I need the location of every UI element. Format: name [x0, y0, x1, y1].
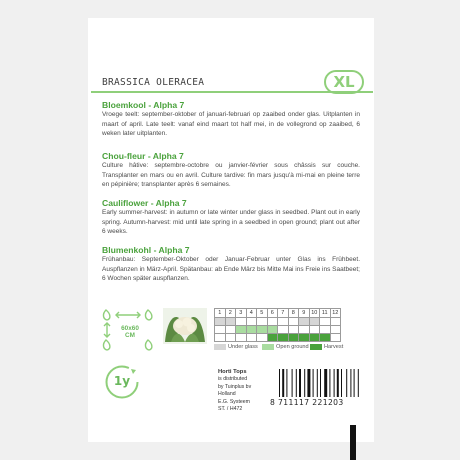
calendar-cell	[225, 326, 236, 334]
species-name: BRASSICA OLERACEA	[102, 77, 205, 88]
barcode-bar	[296, 369, 297, 397]
calendar-cell	[330, 326, 341, 334]
calendar-cell	[309, 318, 320, 326]
calendar-cell	[288, 318, 299, 326]
month-cell: 9	[299, 309, 310, 318]
barcode-bar	[286, 369, 287, 397]
calendar-month-row	[215, 309, 341, 318]
section-body: Culture hâtive: septembre-octobre ou janvier-février sous châssis sur couche. Transplanter en mars ou en avril. Culture tardive: fin mars jusqu'à mi-mai en pleine terre en pépinière; transplanter après 6 semaines.	[102, 162, 360, 189]
sowing-calendar	[214, 308, 341, 342]
barcode-number: 8 711117 221203	[270, 398, 344, 407]
calendar-cell	[278, 318, 289, 326]
month-cell: 10	[309, 309, 320, 318]
section-body: Vroege teelt: september-oktober of januari-februari op zaaibed onder glas. Uitplanten in maart of april. Late teelt: vanaf eind maart tot half mei, in de vollegrond op zaaibed, 6 weken later uitplanten.	[102, 111, 360, 138]
calendar-row-open-ground	[215, 326, 341, 334]
month-cell: 12	[330, 309, 341, 318]
month-cell: 11	[320, 309, 331, 318]
calendar-cell	[309, 326, 320, 334]
company-name: Horti Tops	[218, 369, 247, 375]
calendar-cell	[236, 334, 247, 342]
barcode-bar	[346, 369, 347, 397]
legend-open-ground: Open ground	[276, 344, 309, 350]
month-cell: 5	[257, 309, 268, 318]
barcode-bar	[304, 369, 305, 397]
calendar-cell	[225, 334, 236, 342]
calendar-cell	[299, 326, 310, 334]
section-english	[102, 198, 360, 237]
calendar-cell	[215, 326, 226, 334]
barcode-bar	[350, 369, 351, 397]
barcode-bar	[299, 369, 301, 397]
calendar-cell	[288, 334, 299, 342]
section-title: Blumenkohl - Alpha 7	[102, 245, 190, 255]
barcode-bar	[341, 369, 342, 397]
legend-harvest: Harvest	[324, 344, 344, 350]
section-german	[102, 245, 360, 284]
calendar-cell	[309, 334, 320, 342]
calendar-cell	[278, 334, 289, 342]
section-body: Frühanbau: September-Oktober oder Januar-Februar unter Glas ins Frühbeet. Auspflanzen in März-April. Spätanbau: ab Ende März bis Mitte Mai ins Freie ins Saatbeet; 6 Wochen später auspflanzen.	[102, 256, 360, 283]
month-cell: 2	[225, 309, 236, 318]
company-line: Holland	[218, 391, 236, 398]
calendar-cell	[330, 334, 341, 342]
company-info	[218, 369, 251, 413]
month-cell: 7	[278, 309, 289, 318]
barcode-bar	[292, 369, 293, 397]
section-french	[102, 151, 360, 190]
calendar-cell	[257, 318, 268, 326]
barcode-bar	[329, 369, 330, 397]
section-title: Cauliflower - Alpha 7	[102, 198, 187, 208]
legend-swatch-open-ground	[262, 344, 274, 350]
calendar-table	[214, 308, 341, 342]
barcode-bar	[354, 369, 355, 397]
calendar-cell	[288, 326, 299, 334]
packet-tab	[350, 425, 356, 460]
month-cell: 8	[288, 309, 299, 318]
section-dutch	[102, 100, 360, 139]
legend-swatch-harvest	[310, 344, 322, 350]
calendar-cell	[320, 318, 331, 326]
calendar-cell	[267, 326, 278, 334]
month-cell: 1	[215, 309, 226, 318]
calendar-cell	[267, 334, 278, 342]
legend-swatch-under-glass	[214, 344, 226, 350]
calendar-cell	[257, 334, 268, 342]
calendar-cell	[246, 318, 257, 326]
calendar-row-harvest	[215, 334, 341, 342]
barcode-bar	[279, 369, 280, 397]
calendar-cell	[215, 318, 226, 326]
barcode-bar	[337, 369, 339, 397]
company-line: ST. / H472	[218, 406, 243, 413]
calendar-cell	[246, 334, 257, 342]
barcode-bar	[358, 369, 359, 397]
barcode-bar	[320, 369, 321, 397]
month-cell: 3	[236, 309, 247, 318]
barcode-bar	[317, 369, 318, 397]
calendar-cell	[225, 318, 236, 326]
calendar-cell	[299, 334, 310, 342]
calendar-cell	[257, 326, 268, 334]
month-cell: 4	[246, 309, 257, 318]
section-title: Chou-fleur - Alpha 7	[102, 151, 184, 161]
company-line: is distributed	[218, 376, 248, 383]
calendar-cell	[299, 318, 310, 326]
section-body: Early summer-harvest: in autumn or late winter under glass in seedbed. Plant out in early spring. Autumn-harvest: mid until late spring in a seedbed in open ground; plant out after 6 weeks.	[102, 209, 360, 236]
lifespan-label: 1y	[113, 374, 131, 388]
calendar-cell	[320, 326, 331, 334]
calendar-cell	[236, 318, 247, 326]
calendar-cell	[330, 318, 341, 326]
calendar-cell	[236, 326, 247, 334]
cauliflower-icon	[163, 308, 207, 344]
calendar-cell	[320, 334, 331, 342]
company-line: E.G. Systeem	[218, 398, 250, 405]
calendar-cell	[246, 326, 257, 334]
barcode-bar	[334, 369, 335, 397]
barcode-bar	[324, 369, 327, 397]
company-line: by Tuinplus bv	[218, 383, 252, 390]
spacing-label	[116, 325, 144, 339]
spacing-value: 60x60	[121, 325, 139, 332]
month-cell: 6	[267, 309, 278, 318]
barcode-bar	[313, 369, 314, 397]
calendar-cell	[278, 326, 289, 334]
spacing-unit: CM	[125, 332, 135, 339]
calendar-row-under-glass	[215, 318, 341, 326]
calendar-cell	[267, 318, 278, 326]
section-title: Bloemkool - Alpha 7	[102, 100, 185, 110]
barcode-bar	[307, 369, 310, 397]
legend-under-glass: Under glass	[228, 344, 258, 350]
calendar-cell	[215, 334, 226, 342]
xl-badge: XL	[324, 70, 364, 94]
barcode-bar	[282, 369, 284, 397]
